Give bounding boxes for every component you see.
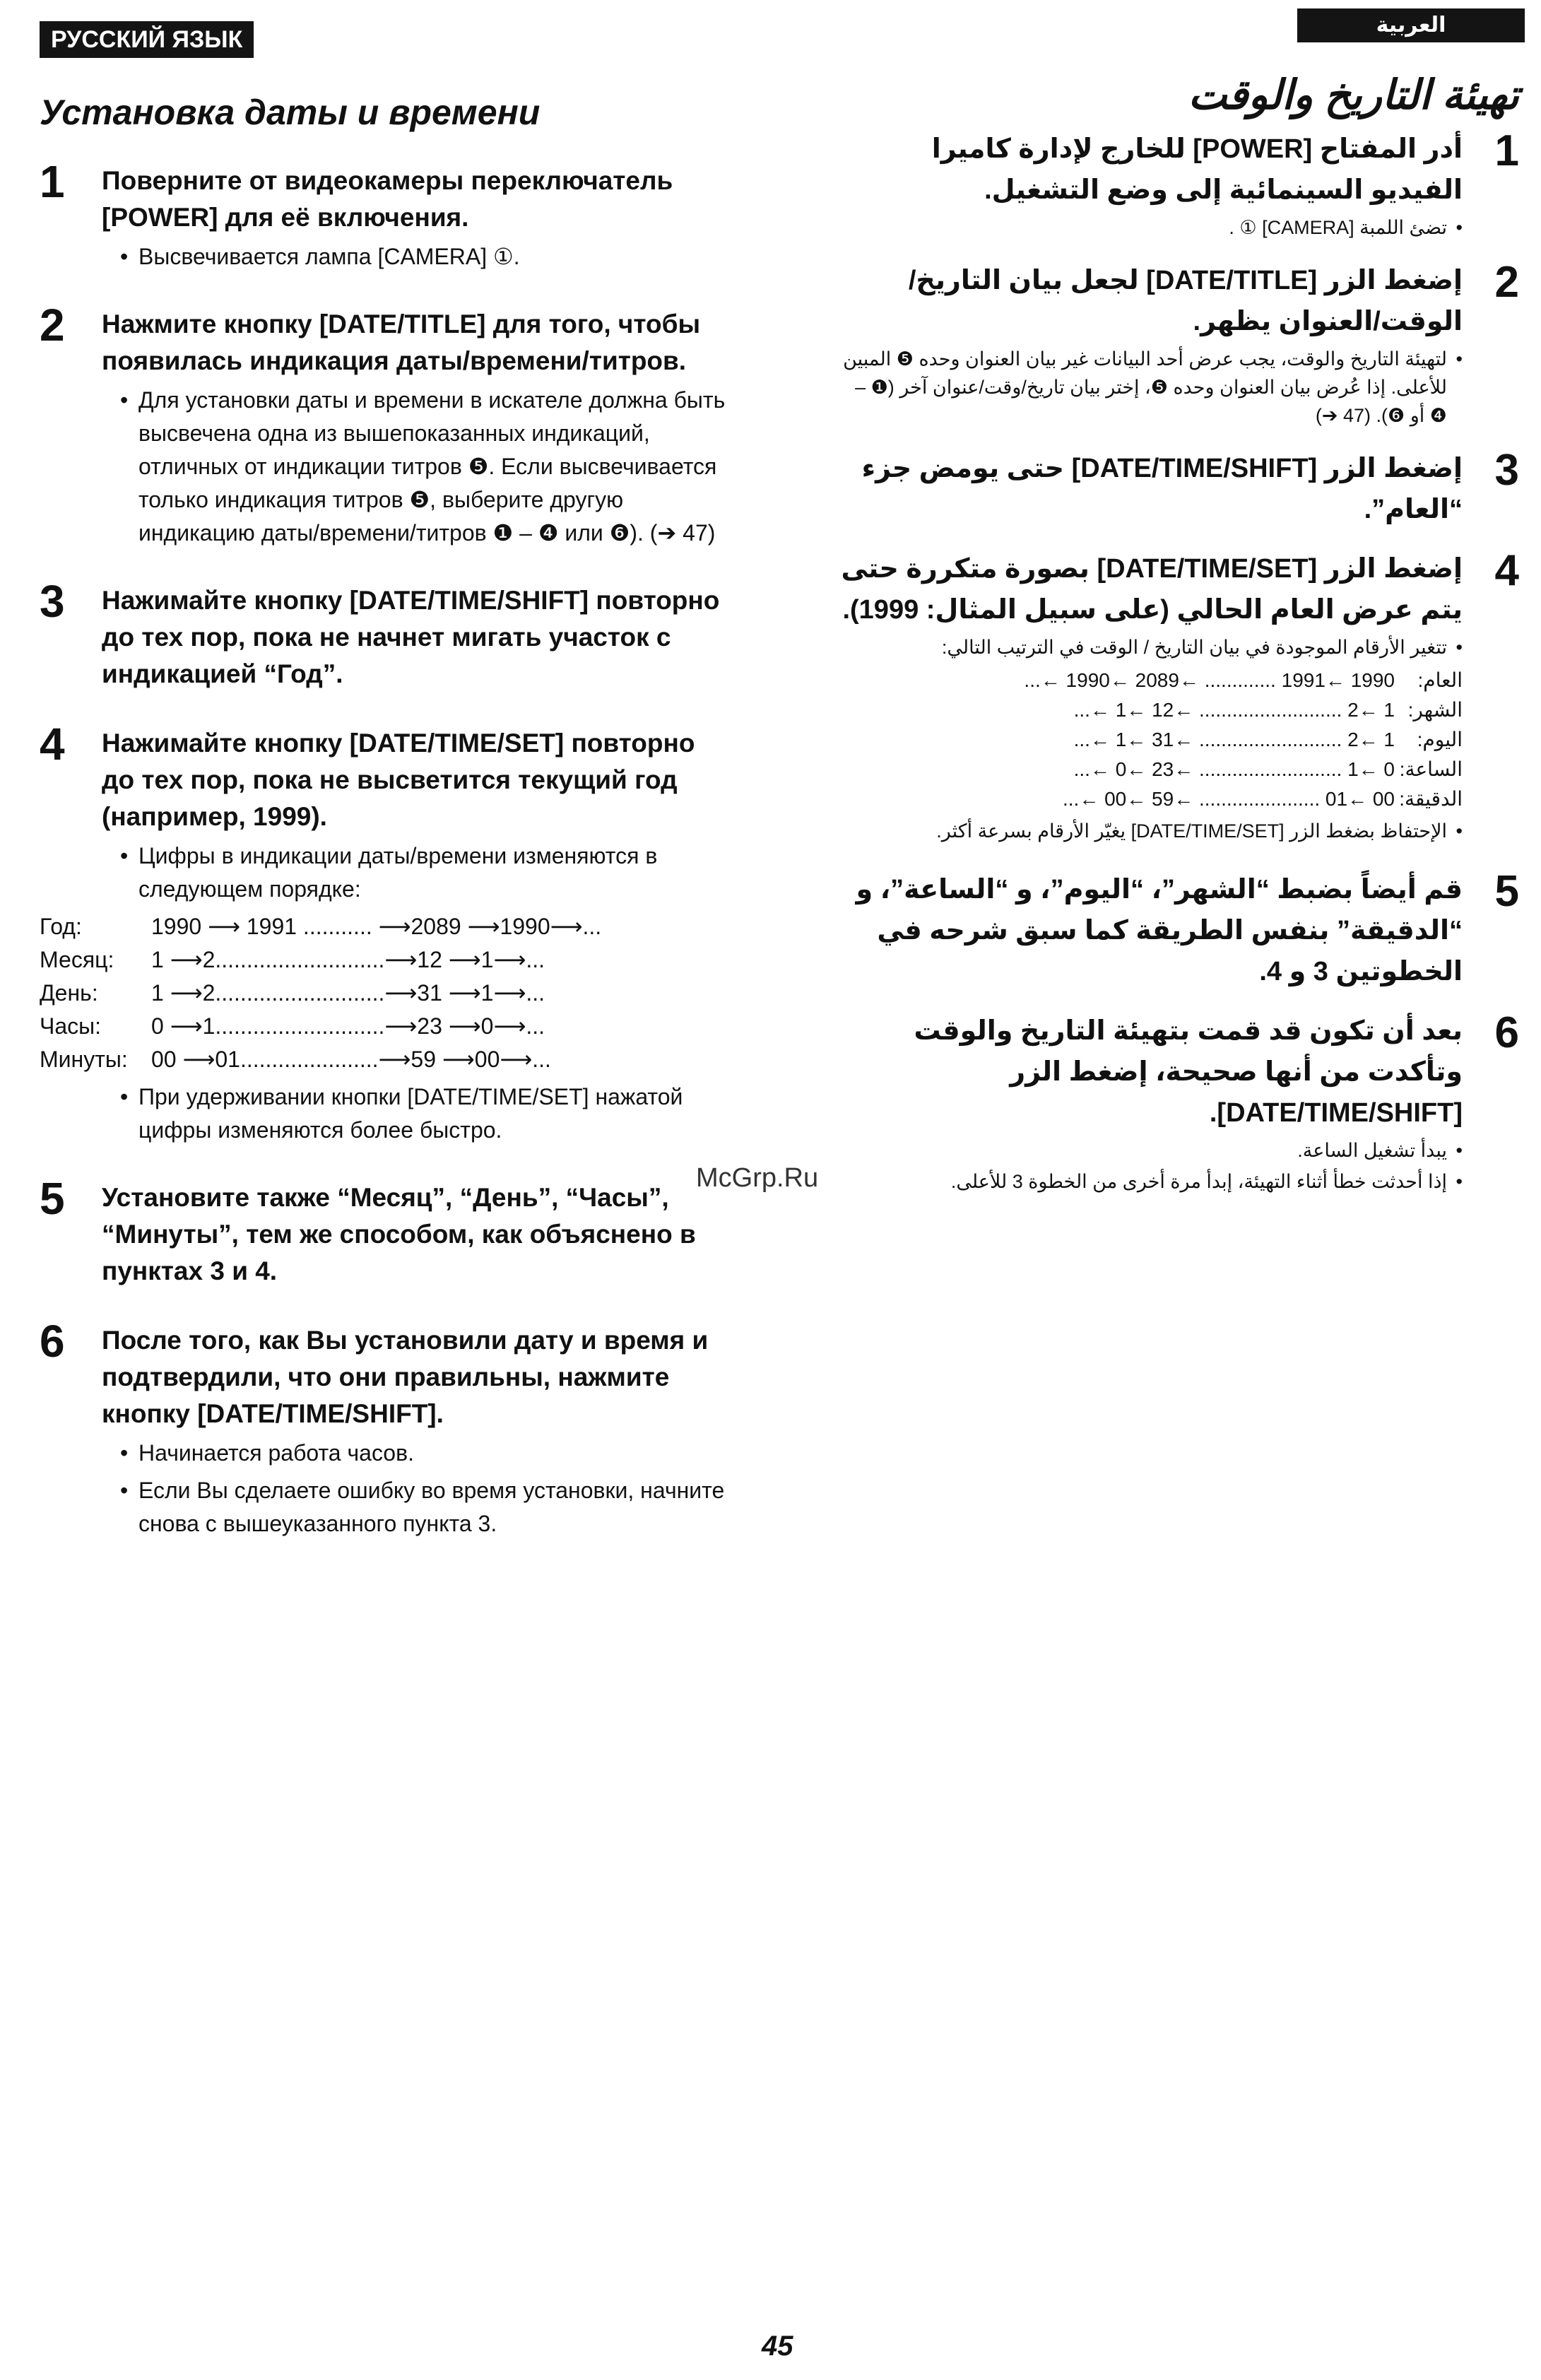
step-4: [841, 548, 1519, 845]
sequence-label: Месяц:: [40, 947, 114, 972]
step-number: 3: [40, 576, 65, 627]
step-5: [40, 1173, 732, 1290]
step-note: • تتغير الأرقام الموجودة في بيان التاريخ / الوقت في الترتيب التالي:: [841, 633, 1463, 661]
step-note: • Если Вы сделаете ошибку во время установки, начните снова с вышеуказанного пункта 3.: [120, 1474, 732, 1540]
step-3: [40, 576, 732, 693]
language-tag-arabic: العربية: [1297, 8, 1525, 42]
page-title-arabic: تهيئة التاريخ والوقت: [1188, 72, 1519, 118]
sequence-value: 0 ⟶1...........................⟶23 ⟶0⟶...: [151, 1013, 545, 1039]
step-note: • الإحتفاظ بضغط الزر [DATE/TIME/SET] يغيّر الأرقام بسرعة أكثر.: [841, 817, 1463, 845]
step-note: • لتهيئة التاريخ والوقت، يجب عرض أحد البيانات غير بيان العنوان وحده ❺ المبين للأعلى. إذا عُرض بيان العنوان وحده ❺، إختر بيان تاريخ/وقت/عنوان آخر (❶ – ❹ أو ❻). (47 ➔): [841, 345, 1463, 430]
step-number: 3: [1494, 446, 1519, 495]
step-2: [40, 300, 732, 550]
step-instruction: Нажмите кнопку [DATE/TITLE] для того, чтобы появилась индикация даты/времени/титров.: [102, 310, 701, 375]
sequence-label: День:: [40, 980, 98, 1006]
sequence-table: [40, 910, 601, 1076]
sequence-label: الشهر:: [1407, 699, 1463, 721]
table-row: [1024, 695, 1463, 725]
step-instruction: Поверните от видеокамеры переключатель [POWER] для её включения.: [102, 166, 673, 232]
step-instruction: بعد أن تكون قد قمت بتهيئة التاريخ والوقت وتأكدت من أنها صحيحة، إضغط الزر [DATE/TIME/SHIFT].: [914, 1016, 1463, 1128]
sequence-label: Часы:: [40, 1013, 102, 1039]
arabic-column: [841, 71, 1519, 1214]
step-number: 2: [1494, 258, 1519, 307]
sequence-value: 1 ←2 .......................... ←12 ←1 ←...: [1073, 699, 1395, 721]
step-number: 4: [1494, 546, 1519, 595]
step-instruction: Установите также “Месяц”, “День”, “Часы”, “Минуты”, тем же способом, как объяснено в пунктах 3 и 4.: [102, 1183, 696, 1285]
step-instruction: أدر المفتاح [POWER] للخارج لإدارة كاميرا الفيديو السينمائية إلى وضع التشغيل.: [931, 134, 1463, 205]
language-tag-russian: РУССКИЙ ЯЗЫК: [40, 21, 254, 58]
step-instruction: Нажимайте кнопку [DATE/TIME/SHIFT] повторно до тех пор, пока не начнет мигать участок с индикацией “Год”.: [102, 586, 720, 688]
step-2: [841, 260, 1519, 430]
table-row: [40, 1010, 601, 1043]
step-note: • Начинается работа часов.: [120, 1437, 732, 1470]
table-row: [40, 910, 601, 943]
table-row: [40, 1043, 601, 1076]
step-number: 5: [40, 1173, 65, 1224]
table-row: [40, 943, 601, 977]
sequence-label: العام:: [1417, 669, 1463, 691]
step-1: [40, 156, 732, 273]
step-instruction: После того, как Вы установили дату и время и подтвердили, что они правильны, нажмите кнопку [DATE/TIME/SHIFT].: [102, 1326, 709, 1428]
step-note: • При удерживании кнопки [DATE/TIME/SET] нажатой цифры изменяются более быстро.: [120, 1080, 732, 1147]
sequence-value: 0 ←1 .......................... ←23 ←0 ←...: [1073, 758, 1395, 780]
step-instruction: إضغط الزر [DATE/TIME/SHIFT] حتى يومض جزء “العام”.: [861, 454, 1463, 524]
sequence-value: 00 ←01 ...................... ←59 ←00 ←...: [1062, 788, 1395, 810]
step-note: • تضئ اللمبة [CAMERA] ① .: [841, 213, 1463, 242]
step-4: [40, 719, 732, 1147]
step-6: [40, 1316, 732, 1540]
step-note: • يبدأ تشغيل الساعة.: [841, 1136, 1463, 1165]
step-instruction: إضغط الزر [DATE/TIME/SET] بصورة متكررة حتى يتم عرض العام الحالي (على سبيل المثال: 1999).: [841, 554, 1463, 625]
sequence-value: 00 ⟶01......................⟶59 ⟶00⟶...: [151, 1047, 551, 1072]
step-note: • Для установки даты и времени в искателе должна быть высвечена одна из вышепоказанных индикаций, отличных от индикации титров ❺. Если высвечивается только индикация титров ❺, выберите другую индикацию даты/времени/титров ❶ – ❹ или ❻). (➔ 47): [120, 384, 732, 550]
sequence-value: 1 ←2 .......................... ←31 ←1 ←...: [1073, 729, 1395, 750]
step-instruction: Нажимайте кнопку [DATE/TIME/SET] повторно до тех пор, пока не высветится текущий год (например, 1999).: [102, 729, 695, 831]
step-number: 6: [1494, 1008, 1519, 1057]
table-row: [1024, 755, 1463, 784]
page-title-russian: Установка даты и времени: [40, 93, 541, 132]
sequence-label: اليوم:: [1417, 729, 1463, 750]
step-number: 5: [1494, 867, 1519, 916]
step-note: • إذا أحدثت خطأ أثناء التهيئة، إبدأ مرة أخرى من الخطوة 3 للأعلى.: [841, 1167, 1463, 1196]
sequence-label: Год:: [40, 914, 82, 939]
step-number: 2: [40, 300, 65, 350]
step-number: 1: [1494, 126, 1519, 175]
step-number: 4: [40, 719, 65, 770]
sequence-table: [1024, 666, 1463, 814]
step-5: [841, 869, 1519, 992]
sequence-value: 1990 ⟶ 1991 ........... ⟶2089 ⟶1990⟶...: [151, 914, 602, 939]
step-3: [841, 448, 1519, 530]
step-6: [841, 1008, 1519, 1196]
table-row: [40, 977, 601, 1010]
step-note: • Цифры в индикации даты/времени изменяются в следующем порядке:: [120, 840, 732, 906]
step-1: [841, 126, 1519, 242]
step-number: 1: [40, 156, 65, 207]
step-instruction: قم أيضاً بضبط “الشهر”، “اليوم”، و “الساعة”، و “الدقيقة” بنفس الطريقة كما سبق شرحه في الخطوتين 3 و 4.: [856, 875, 1463, 986]
page-number: 45: [762, 2331, 793, 2362]
table-row: [1024, 666, 1463, 695]
sequence-label: الدقيقة:: [1399, 788, 1463, 810]
step-instruction: إضغط الزر [DATE/TITLE] لجعل بيان التاريخ/الوقت/العنوان يظهر.: [908, 266, 1463, 336]
table-row: [1024, 725, 1463, 755]
sequence-label: Минуты:: [40, 1047, 128, 1072]
table-row: [1024, 784, 1463, 814]
sequence-value: 1990 ←1991 ............. ←2089 ←1990 ←...: [1024, 669, 1395, 691]
sequence-value: 1 ⟶2...........................⟶12 ⟶1⟶...: [151, 947, 545, 972]
russian-column: [40, 92, 732, 1573]
sequence-value: 1 ⟶2...........................⟶31 ⟶1⟶...: [151, 980, 545, 1006]
watermark-text: McGrp.Ru: [696, 1163, 819, 1193]
step-note: • Высвечивается лампа [CAMERA] ①.: [120, 240, 732, 273]
sequence-label: الساعة:: [1399, 758, 1463, 780]
step-number: 6: [40, 1316, 65, 1367]
